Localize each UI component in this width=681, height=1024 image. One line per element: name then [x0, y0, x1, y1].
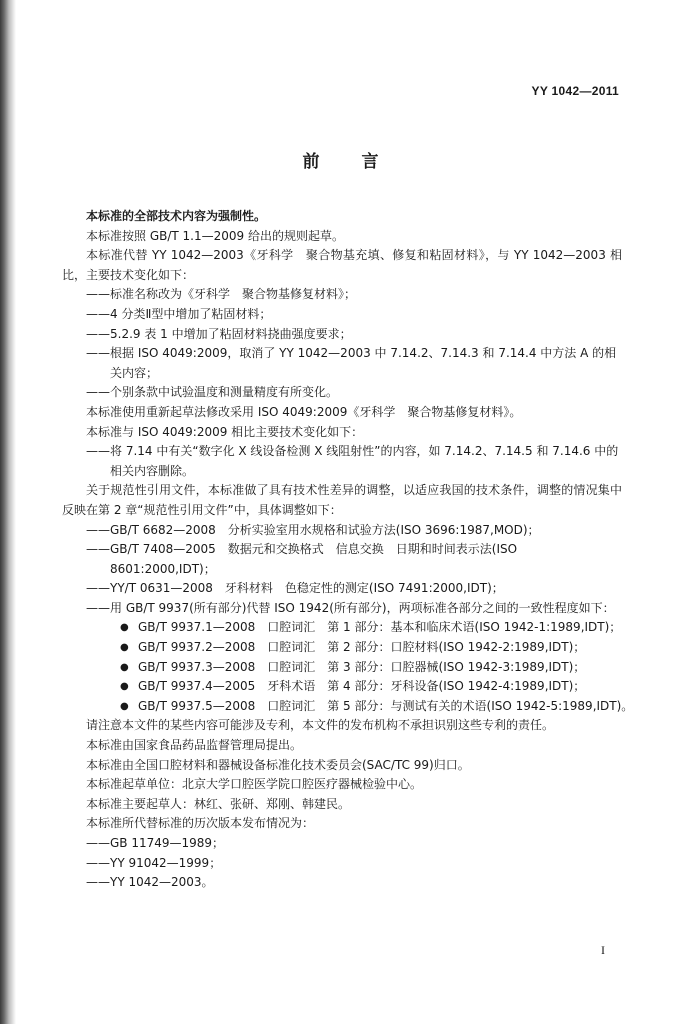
paragraph-replaces: 本标准代替 YY 1042—2003《牙科学 聚合物基充填、修复和粘固材料》，与 YY 1042—2003 相比，主要技术变化如下： — [62, 248, 622, 282]
list-item: ——YY/T 0631—2008 牙科材料 色稳定性的测定(ISO 7491:2000,IDT)； — [86, 581, 504, 596]
page-title — [0, 147, 681, 172]
list-item: ——标准名称改为《牙科学 聚合物基修复材料》； — [86, 287, 357, 302]
list-item: ——将 7.14 中有关“数字化 X 线设备检测 X 线阻射性”的内容，如 7.14.2、7.14.5 和 7.14.6 中的相关内容删除。 — [86, 444, 619, 478]
paragraph-adoption: 本标准使用重新起草法修改采用 ISO 4049:2009《牙科学 聚合物基修复材料》。 — [86, 404, 522, 419]
standard-code: YY 1042—2011 — [531, 84, 619, 98]
paragraph-differences: 本标准与 ISO 4049:2009 相比主要技术变化如下： — [86, 424, 364, 439]
paragraph-normative-references: 关于规范性引用文件，本标准做了具有技术性差异的调整，以适应我国的技术条件，调整的情况集中反映在第 2 章“规范性引用文件”中，具体调整如下： — [62, 483, 622, 517]
paragraph-drafting-rules: 本标准按照 GB/T 1.1—2009 给出的规则起草。 — [86, 228, 344, 243]
list-item: ——GB/T 6682—2008 分析实验室用水规格和试验方法(ISO 3696:1987,MOD)； — [86, 522, 540, 537]
title-char-1: 前 — [302, 152, 320, 172]
list-item: ——个别条款中试验温度和测量精度有所变化。 — [86, 385, 339, 400]
list-item: ——GB/T 7408—2005 数据元和交换格式 信息交换 日期和时间表示法(ISO 8601:2000,IDT)； — [86, 542, 518, 576]
list-item: ——5.2.9 表 1 中增加了粘固材料挠曲强度要求； — [86, 326, 352, 341]
bullet-item: ● GB/T 9937.1—2008 口腔词汇 第 1 部分：基本和临床术语(ISO 1942-1:1989,IDT)； — [138, 618, 622, 638]
list-item: ——4 分类Ⅱ型中增加了粘固材料； — [86, 306, 272, 321]
title-char-2: 言 — [361, 152, 379, 172]
list-item: ——GB 11749—1989； — [86, 836, 225, 850]
paragraph-proposed-by: 本标准由国家食品药品监督管理局提出。 — [86, 738, 303, 753]
bullet-item: ● GB/T 9937.2—2008 口腔词汇 第 2 部分：口腔材料(ISO 1942-2:1989,IDT)； — [138, 638, 622, 658]
bullet-item: ● GB/T 9937.4—2005 牙科术语 第 4 部分：牙科设备(ISO 1942-4:1989,IDT)； — [138, 677, 622, 697]
bullet-item: ● GB/T 9937.5—2008 口腔词汇 第 5 部分：与测试有关的术语(ISO 1942-5:1989,IDT)。 — [138, 697, 622, 717]
paragraph-under-jurisdiction: 本标准由全国口腔材料和器械设备标准化技术委员会(SAC/TC 99)归口。 — [86, 757, 470, 772]
list-item: ——YY 91042—1999； — [86, 855, 222, 870]
bullet-item: ● GB/T 9937.3—2008 口腔词汇 第 3 部分：口腔器械(ISO 1942-3:1989,IDT)； — [138, 658, 622, 678]
paragraph-history: 本标准所代替标准的历次版本发布情况为： — [86, 816, 315, 831]
foreword-body — [62, 207, 634, 893]
bullet-list — [62, 618, 634, 716]
paragraph-drafters: 本标准主要起草人：林红、张研、郑刚、韩建民。 — [86, 796, 351, 811]
list-item: ——用 GB/T 9937(所有部分)代替 ISO 1942(所有部分)，两项标准各部分之间的一致性程度如下： — [86, 600, 615, 615]
paragraph-patent-notice: 请注意本文件的某些内容可能涉及专利，本文件的发布机构不承担识别这些专利的责任。 — [86, 718, 555, 733]
list-item: ——YY 1042—2003。 — [86, 875, 214, 890]
paragraph-drafting-unit: 本标准起草单位：北京大学口腔医学院口腔医疗器械检验中心。 — [86, 777, 423, 792]
list-item: ——根据 ISO 4049:2009，取消了 YY 1042—2003 中 7.14.2、7.14.3 和 7.14.4 中方法 A 的相关内容； — [86, 346, 617, 380]
page-number: I — [601, 943, 605, 957]
paragraph-mandatory: 本标准的全部技术内容为强制性。 — [86, 209, 267, 223]
